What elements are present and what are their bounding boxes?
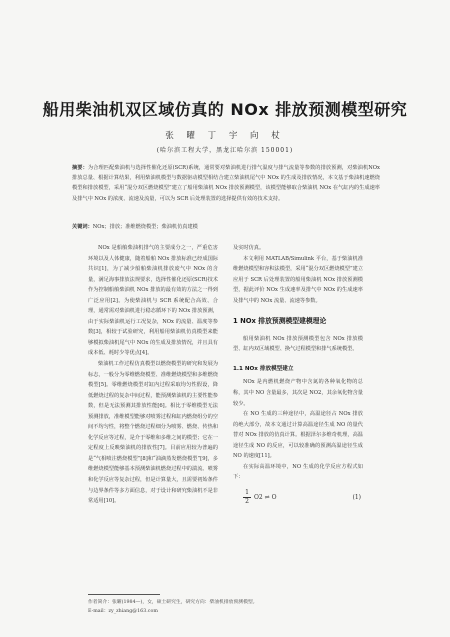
subsection-heading: 1.1 NOx 排放模型建立 [233,365,294,372]
equation-body: O2 ⇌ O [254,493,277,501]
keywords [72,222,380,232]
equation-number: (1) [352,493,361,501]
section-heading: 1 NOx 排放预测模型建模理论 [233,317,327,326]
body-paragraph: 在 NO 生成的三种途径中，高温途径占 NOx 排放的绝大部分，故本文通过计算高温途径生成 NO 的量代替对 NOx 排放的仿真计算。根据泽尔多维奇机理，高温途径生成 NO 的反应，可以较准确的预测高温途径生成 NO 的速度[11]。 [233,411,363,460]
author-line: 张 曜 丁 宇 向 杖 [165,131,285,141]
equation [233,489,363,511]
equation-numerator: 1 [243,489,251,498]
author-email: E-mail：zy_zhiang@163.com [88,609,158,614]
abstract-label: 摘要： [72,165,88,171]
keywords-text: NOx；排放；准维燃烧模型；柴油机仿真建模 [92,224,198,230]
body-paragraph: 本文利用 MATLAB/Simulink 平台，基于柴油机准维燃烧模型和容积法模型，采用“混分双区燃烧模型”建立应用于 SCR 后处理装置的船用柴油机 NOx 排放预测模型，据此评价 NOx 生成速率及排气中 NOx 的生成速率及排气中的 NOx 流量、流速等参数。 [233,255,363,304]
keywords-label: 关键词： [72,224,93,230]
left-column [88,243,218,507]
body-paragraph: NOx 是船舶柴油机排气的主要成分之一，严重危害环境以及人体健康，随着船舶 NOx 排放标准已经成国际共识[1]，为了减少船舶柴油机排放废气中 NOx 的含量，满足海事排放法规要求，选择性催化还原(SCR)技术作为控制船舶柴油机 NOx 排放的最有效的方法之一得到广泛应用[2]。为使柴油机与 SCR 系统配合高效、合理，通常需对柴油机进行稳态循环下的 NOx 排放预测，由于实际柴油机运行工况复杂，NOx 的流量、温度等参数[3]，相较于试验研究，利用船用柴油机仿真模型来能够模拟柴油机尾气中 NOx 的生成及排放情况，并且具有成本低、耗时少等优点[4]。 [88,245,218,357]
body-paragraph: 在实际高温环境中，NO 生成的化学反应方程式如下： [233,463,363,481]
body-paragraph: 及实时仿真。 [233,245,265,251]
paper-title: 船用柴油机双区域仿真的 NOx 排放预测模型研究 [42,100,408,119]
body-paragraph: NOx 是内燃机燃烧产物中含氮的各种氧化物的总称，其中 NO 含量最多，其次是 NO2，其余氧化物含量较少。 [233,379,363,407]
affiliation: (哈尔滨工程大学，黑龙江哈尔滨 150001) [156,147,294,154]
body-paragraph: 船用柴油机 NOx 排放预测模型包含 NOx 排放模型、缸内双区域模型、换气过程模型和排气系统模型。 [233,335,363,353]
equation-denominator: 2 [245,497,249,505]
abstract [72,163,380,204]
abstract-text: 为合理匹配柴油机与选择性催化还原(SCR)系统，通常要对柴油机进行排气温度与排气流量等参数的排放预测，对柴油机NOx 排放总量、根据计算结果，利用柴油机模型与数据驱动模型相结合建立柴油机尾气中 NOx 的生成及排放情况，本文基于柴油机速燃烧模型和排放模型，采用“混分双区燃烧模型”建立了船用柴油机 NOx 排放预测模型，该模型能够取合柴油机 NOx 在气缸内的生成速率及排气中 NOx 的浓度、流速及流量，可以为 SCR 后处理装置的选择提供有效的技术支持。 [72,165,380,202]
footnote [88,598,378,616]
author-bio: 作者简介：张曜(1984—)，女，硕士研究生，研究方向：柴油机排放预测模型。 [88,600,258,605]
equation-fraction [243,489,251,506]
right-column [233,243,363,511]
footnote-rule [88,594,160,595]
body-paragraph: 柴油机工作过程仿真模型以燃烧模型的研究和发展为标志，一般分为零维燃烧模型、准维燃烧模型和多维燃烧模型[5]。零维燃烧模型对缸内过程采取均匀性假设，降低燃烧过程的复杂中间过程，能预测柴油机的主要性能参数，但是无法预测其排放性能[6]。相比于零维模型无法预测排放，准维模型能够对喷雾过程和缸内燃烧组分的空间不均匀性，将整个燃烧过程细分为喷雾、燃烧、传热和化学反应等过程，是介于零维和多维之间的模型；它在一定程度上反映柴油机的排放性[7]。目前应用较为普遍的是“气相喷注燃烧模型”[8]和“油滴蒸发燃烧模型”[9]，多维燃烧模型能够基本预测柴油机燃烧过程中的湍流、喷雾和化学反应等复杂过程，但是计算量大，且需要初始条件与边界条件等多方面信息，对于设计和研究柴油机不是非常适用[10]。 [88,361,218,505]
